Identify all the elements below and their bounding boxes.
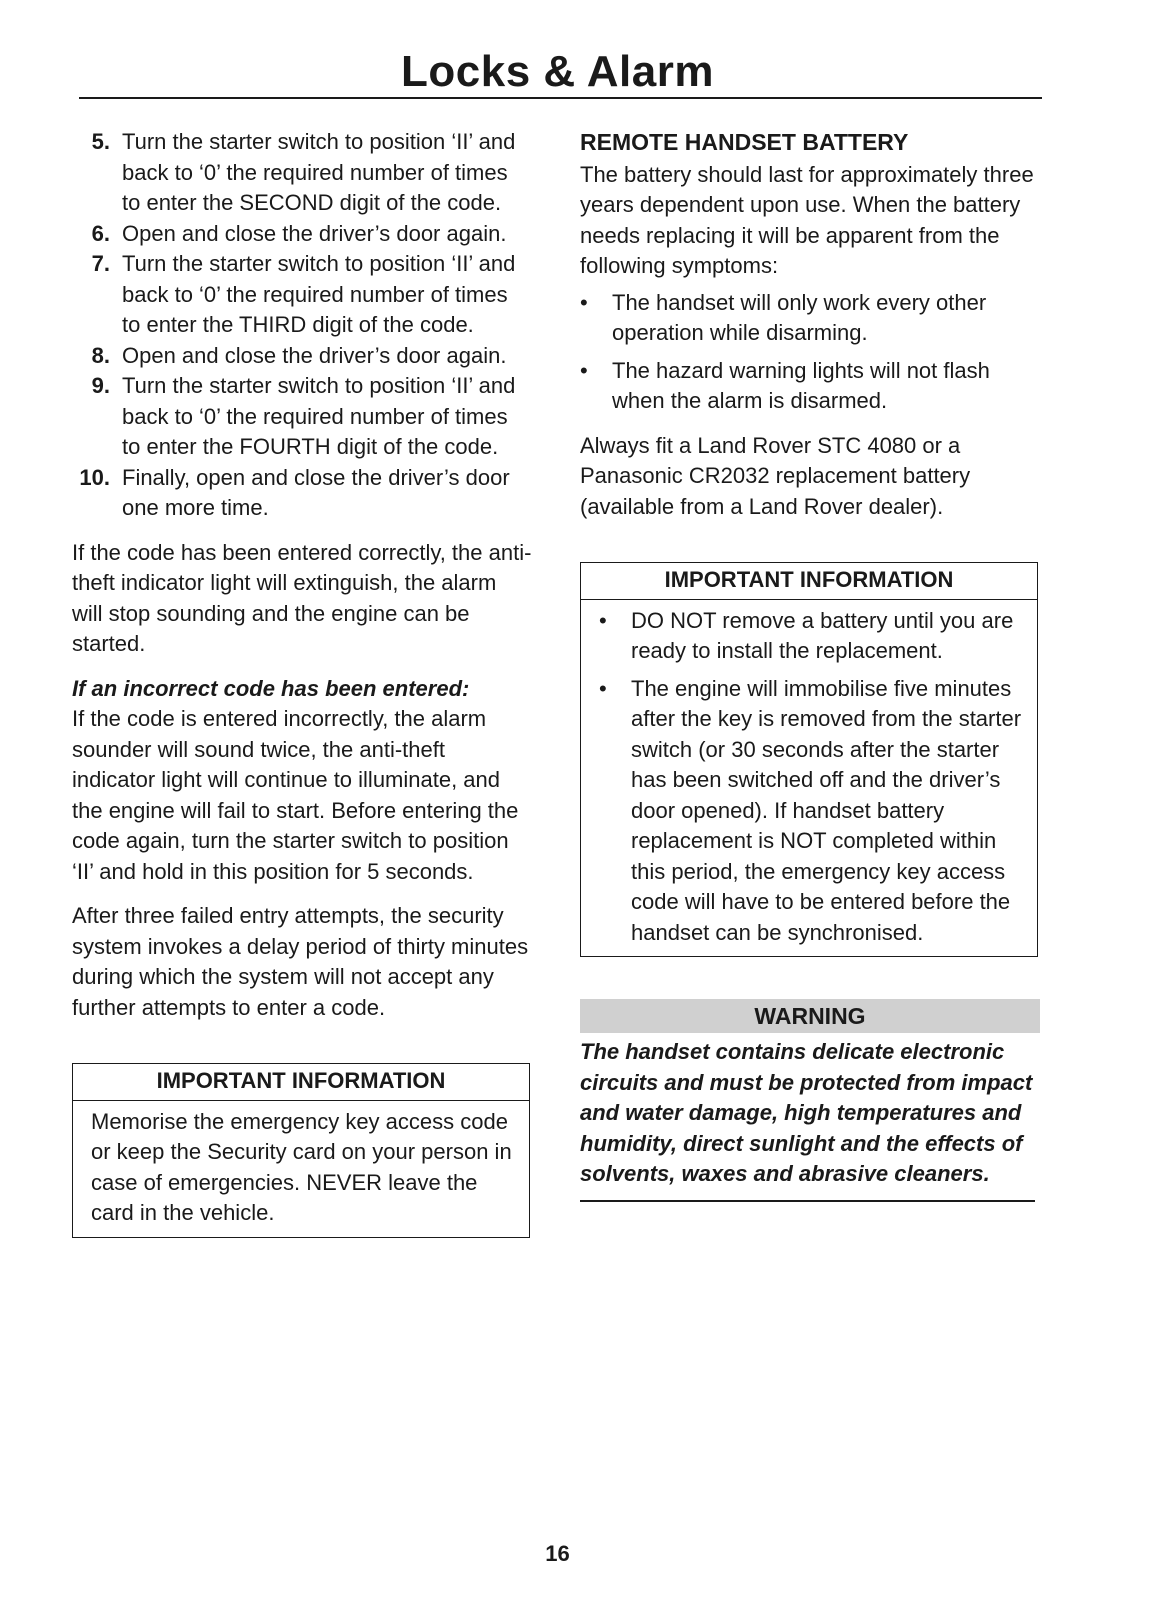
step-text: Open and close the driver’s door again. [122,342,507,368]
important-info-box [72,1063,530,1238]
step-text: Turn the starter switch to position ‘II’ and back to ‘0’ the required number of times to enter the THIRD digit of the code. [122,251,516,337]
important-info-body [581,600,1037,957]
important-info-body: Memorise the emergency key access code or keep the Security card on your person in case of emergencies. NEVER leave the card in the vehicle. [91,1108,512,1225]
symptom-text: The hazard warning lights will not flash when the alarm is disarmed. [612,357,990,413]
info-bullet [599,606,1023,667]
warning-text: The handset contains delicate electronic circuits and must be protected from impact and water damage, high temperatures and humidity, direct sunlight and the effects of solvents, waxes and abrasive cleaners. [580,1037,1035,1202]
important-info-heading: IMPORTANT INFORMATION [581,563,1037,600]
battery-fit-text: Always fit a Land Rover STC 4080 or a Panasonic CR2032 replacement battery (available from a Land Rover dealer). [580,432,971,519]
step-number: 5. [91,129,110,154]
bullet-icon: • [580,357,588,383]
page-title: Locks & Alarm [401,47,714,96]
battery-intro: The battery should last for approximately three years dependent upon use. When the battery needs replacing it will be apparent from the following symptoms: [580,161,1034,278]
symptom-list [580,288,1037,417]
step-text: Finally, open and close the driver’s door one more time. [122,464,510,520]
symptom-text: The handset will only work every other operation while disarming. [612,289,987,345]
page-number: 16 [545,1541,570,1566]
step-text: Turn the starter switch to position ‘II’ and back to ‘0’ the required number of times to enter the SECOND digit of the code. [122,129,516,215]
bullet-icon: • [599,675,607,701]
incorrect-code-heading: If an incorrect code has been entered: [72,675,470,701]
bullet-icon: • [599,607,607,633]
step-item [72,371,532,463]
important-info-heading: IMPORTANT INFORMATION [73,1064,529,1101]
step-text: Open and close the driver’s door again. [122,220,507,246]
warning-heading: WARNING [580,999,1040,1033]
bullet-icon: • [580,289,588,315]
step-item [72,127,532,219]
paragraph-code-incorrect: If the code is entered incorrectly, the alarm sounder will sound twice, the anti-theft indicator light will continue to illuminate, and the engine will fail to start. Before entering the code again, turn the starter switch to position ‘II’ and hold in this position for 5 seconds. [72,706,519,884]
paragraph-failed-attempts: After three failed entry attempts, the security system invokes a delay period of thirty minutes during which the system will not accept any further attempts to enter a code. [72,903,529,1020]
title-divider [79,97,1042,99]
step-item [72,341,532,372]
info-bullet [599,674,1023,949]
section-heading: REMOTE HANDSET BATTERY [580,129,909,155]
step-number: 10. [79,464,110,490]
paragraph-code-correct: If the code has been entered correctly, the anti-theft indicator light will extinguish, the alarm will stop sounding and the engine can be started. [72,539,532,656]
step-item [72,219,532,250]
right-column [580,127,1037,1202]
step-text: Turn the starter switch to position ‘II’ and back to ‘0’ the required number of times to enter the FOURTH digit of the code. [122,373,516,459]
symptom-item [580,356,1037,417]
step-number: 8. [91,342,110,368]
info-bullet-text: The engine will immobilise five minutes after the key is removed from the starter switch (or 30 seconds after the starter has been switched off and the driver’s door opened). If handset battery replacement is NOT completed within this period, the emergency key access code will have to be entered before the handset can be synchronised. [631,675,1022,945]
step-item [72,249,532,341]
left-column [72,127,532,1238]
important-info-box [580,562,1038,957]
step-number: 7. [91,251,110,276]
step-number: 9. [91,373,110,398]
info-bullet-text: DO NOT remove a battery until you are ready to install the replacement. [631,607,1014,663]
symptom-item [580,288,1037,349]
step-number: 6. [91,220,110,246]
step-item [72,463,532,524]
